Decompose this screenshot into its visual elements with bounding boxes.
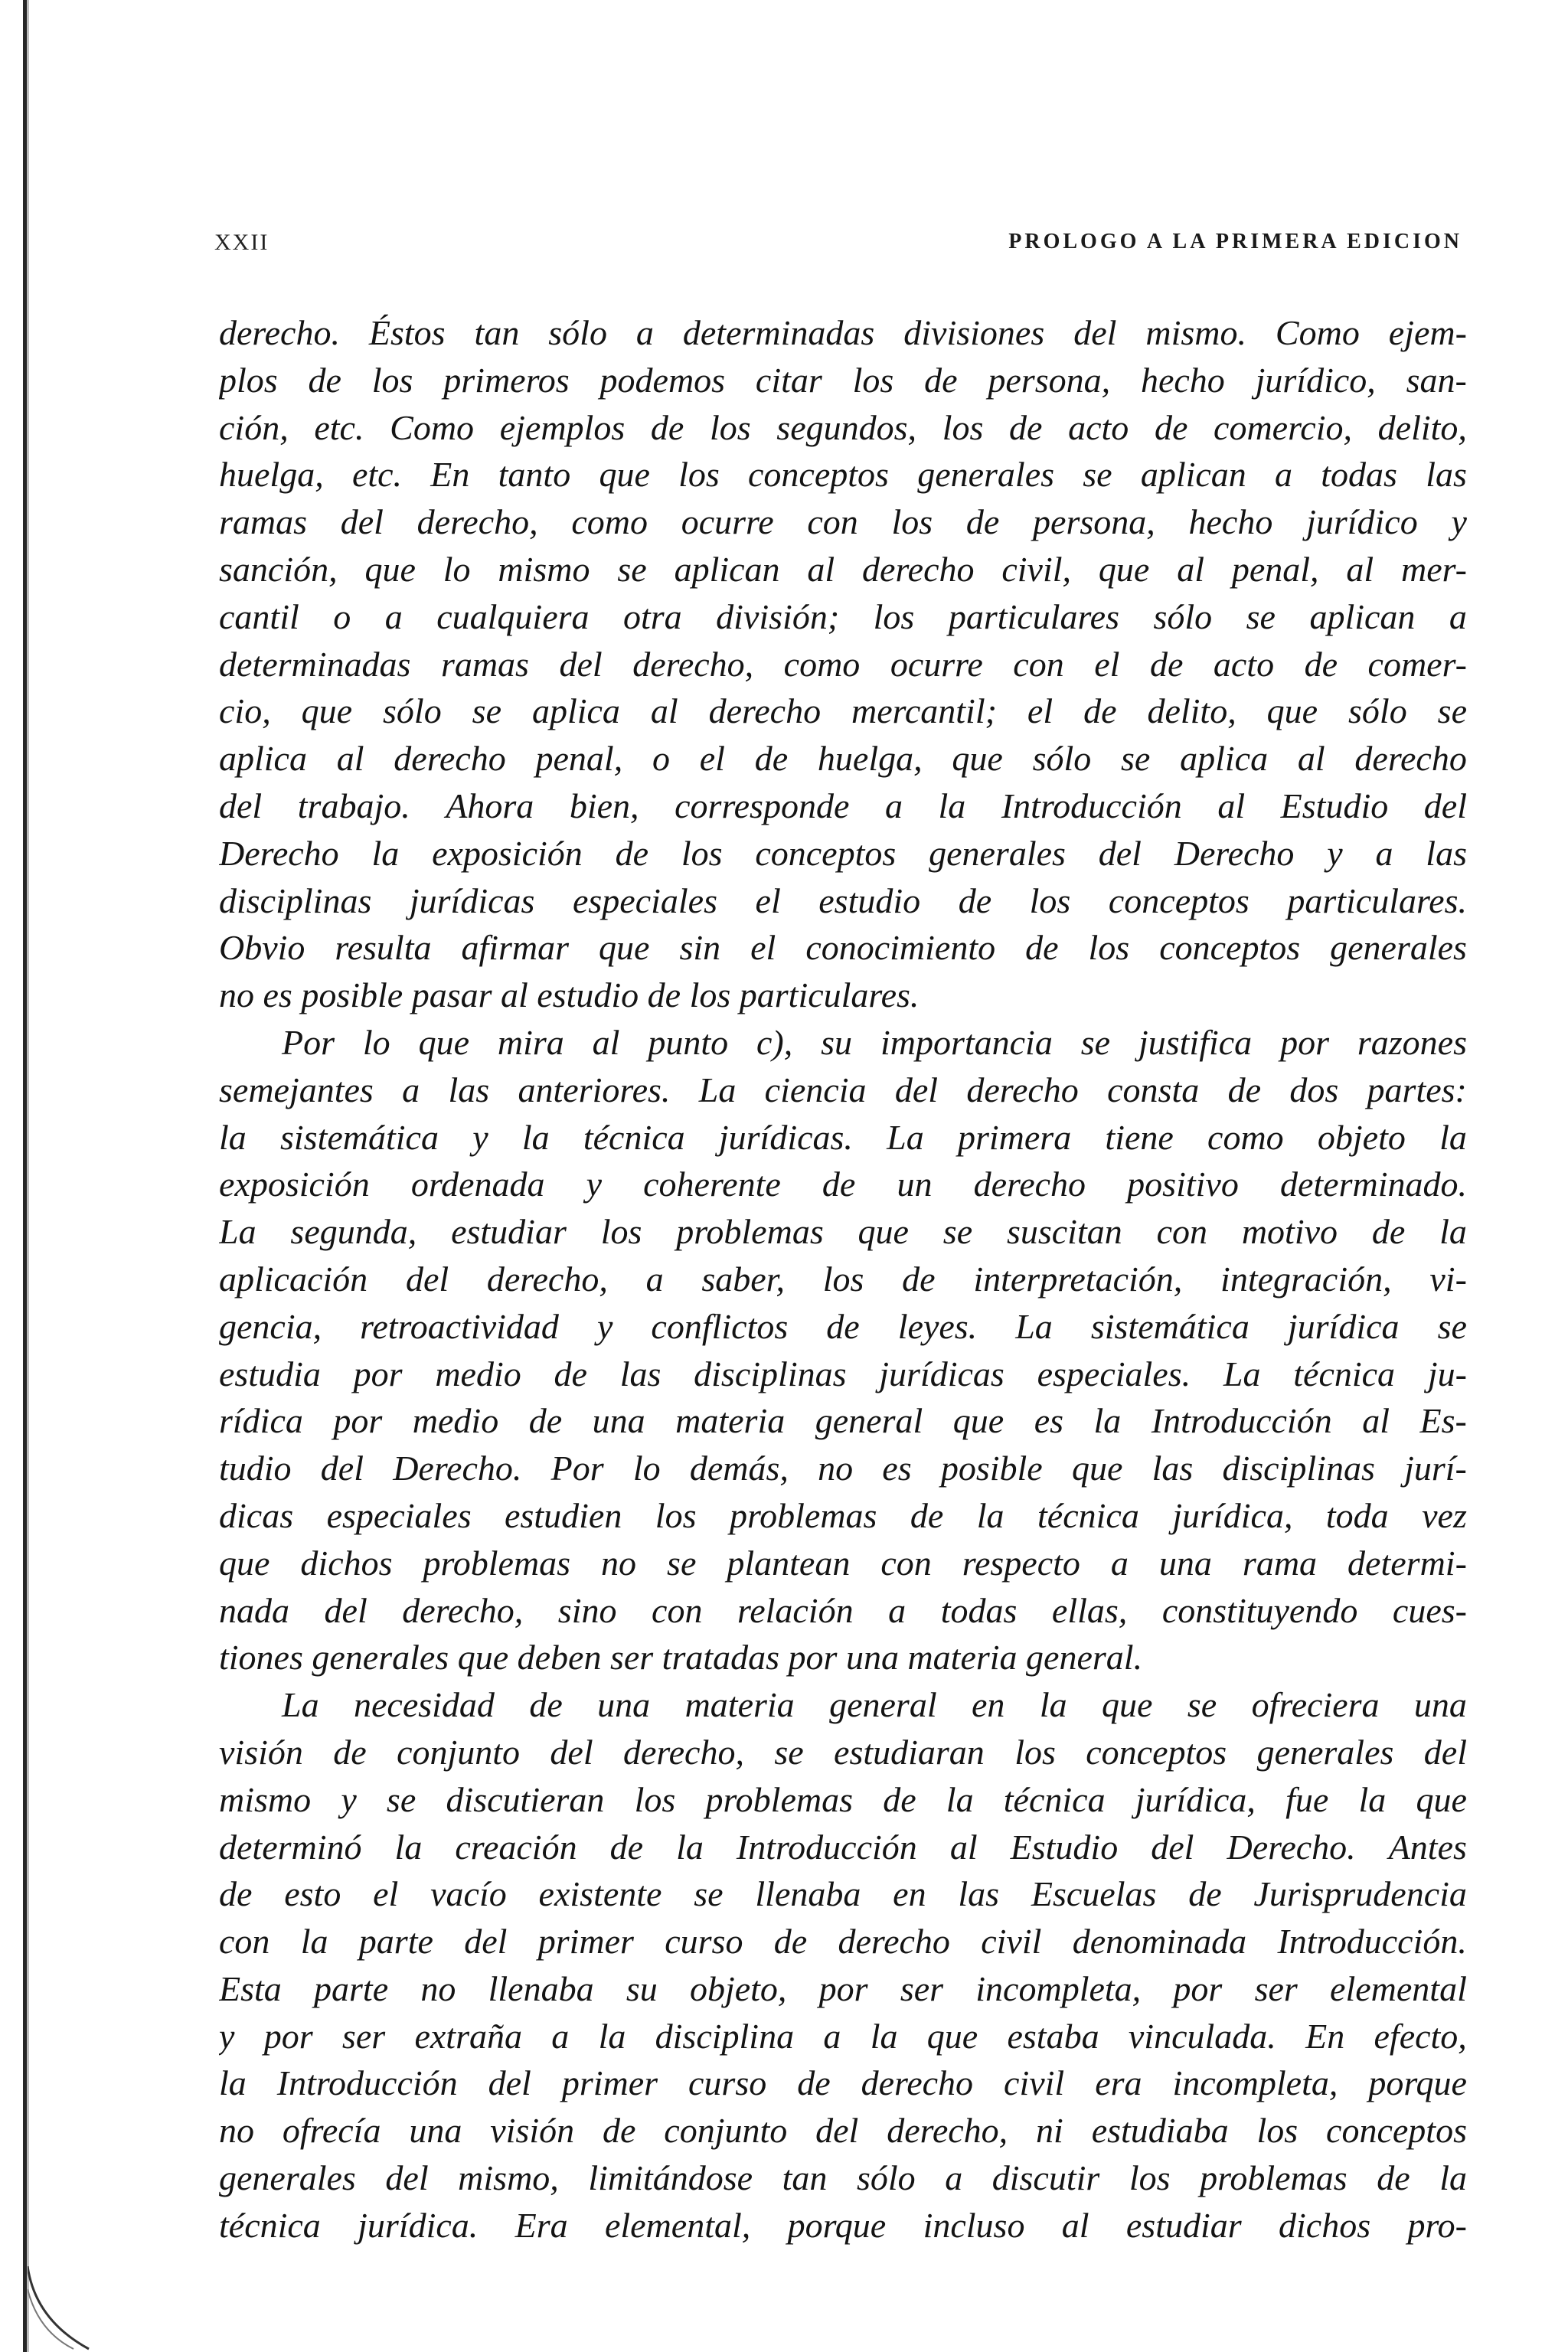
text-line: plos de los primeros podemos citar los de persona, hecho jurídico, san- — [219, 360, 1467, 400]
text-line: huelga, etc. En tanto que los conceptos generales se aplican a todas las — [219, 455, 1467, 495]
page-header — [214, 230, 1462, 276]
text-line: ción, etc. Como ejemplos de los segundos, los de acto de comercio, delito, — [219, 407, 1467, 447]
text-line: del trabajo. Ahora bien, corresponde a la Introducción al Estudio del — [219, 786, 1467, 825]
text-line: sanción, que lo mismo se aplican al derecho civil, que al penal, al mer- — [219, 549, 1467, 589]
text-line: disciplinas jurídicas especiales el estudio de los conceptos particulares. — [219, 880, 1467, 920]
text-line: aplica al derecho penal, o el de huelga, que sólo se aplica al derecho — [219, 739, 1467, 779]
text-line: derecho. Éstos tan sólo a determinadas divisiones del mismo. Como ejem- — [219, 313, 1467, 352]
text-line: no es posible pasar al estudio de los particulares. — [219, 975, 920, 1015]
text-line: Por lo que mira al punto c), su importancia se justifica por razones — [282, 1022, 1467, 1062]
text-line: gencia, retroactividad y conflictos de leyes. La sistemática jurídica se — [219, 1306, 1467, 1346]
text-line: La segunda, estudiar los problemas que se suscitan con motivo de la — [219, 1212, 1467, 1252]
page-corner-curl — [28, 2266, 96, 2350]
text-line: Esta parte no llenaba su objeto, por ser incompleta, por ser elemental — [219, 1968, 1467, 2008]
text-line: la Introducción del primer curso de derecho civil era incompleta, porque — [219, 2063, 1467, 2103]
text-line: rídica por medio de una materia general que es la Introducción al Es- — [219, 1401, 1467, 1441]
page-binding-shadow — [27, 0, 29, 2352]
text-line: generales del mismo, limitándose tan sólo a discutir los problemas de la — [219, 2158, 1467, 2198]
body-text — [219, 309, 1467, 2249]
text-line: La necesidad de una materia general en la que se ofreciera una — [282, 1685, 1467, 1725]
text-line: Derecho la exposición de los conceptos generales del Derecho y a las — [219, 833, 1467, 873]
text-line: estudia por medio de las disciplinas jurídicas especiales. La técnica ju- — [219, 1354, 1467, 1393]
text-line: de esto el vacío existente se llenaba en las Escuelas de Jurisprudencia — [219, 1874, 1467, 1914]
text-line: tiones generales que deben ser tratadas por una materia general. — [219, 1638, 1143, 1677]
text-line: ramas del derecho, como ocurre con los de persona, hecho jurídico y — [219, 502, 1467, 542]
text-line: nada del derecho, sino con relación a todas ellas, constituyendo cues- — [219, 1590, 1467, 1630]
page-number: XXII — [214, 230, 270, 255]
text-line: Obvio resulta afirmar que sin el conocimiento de los conceptos generales — [219, 928, 1467, 968]
text-line: y por ser extraña a la disciplina a la que estaba vinculada. En efecto, — [219, 2016, 1467, 2056]
text-line: mismo y se discutieran los problemas de la técnica jurídica, fue la que — [219, 1779, 1467, 1819]
text-line: determinadas ramas del derecho, como ocurre con el de acto de comer- — [219, 644, 1467, 684]
text-line: técnica jurídica. Era elemental, porque incluso al estudiar dichos pro- — [219, 2205, 1467, 2245]
text-line: con la parte del primer curso de derecho civil denominada Introducción. — [219, 1922, 1467, 1962]
text-line: no ofrecía una visión de conjunto del derecho, ni estudiaba los conceptos — [219, 2111, 1467, 2151]
text-line: tudio del Derecho. Por lo demás, no es posible que las disciplinas jurí- — [219, 1449, 1467, 1488]
text-line: que dichos problemas no se plantean con respecto a una rama determi- — [219, 1543, 1467, 1583]
text-line: cantil o a cualquiera otra división; los particulares sólo se aplican a — [219, 596, 1467, 636]
running-head: PROLOGO A LA PRIMERA EDICION — [1008, 230, 1462, 253]
text-line: aplicación del derecho, a saber, los de interpretación, integración, vi- — [219, 1259, 1467, 1298]
text-line: cio, que sólo se aplica al derecho mercantil; el de delito, que sólo se — [219, 691, 1467, 731]
text-line: la sistemática y la técnica jurídicas. La primera tiene como objeto la — [219, 1117, 1467, 1157]
text-line: determinó la creación de la Introducción al Estudio del Derecho. Antes — [219, 1827, 1467, 1867]
text-line: exposición ordenada y coherente de un derecho positivo determinado. — [219, 1165, 1467, 1204]
text-line: dicas especiales estudien los problemas de la técnica jurídica, toda vez — [219, 1495, 1467, 1535]
text-line: visión de conjunto del derecho, se estudiaran los conceptos generales del — [219, 1732, 1467, 1772]
text-line: semejantes a las anteriores. La ciencia del derecho consta de dos partes: — [219, 1070, 1467, 1109]
